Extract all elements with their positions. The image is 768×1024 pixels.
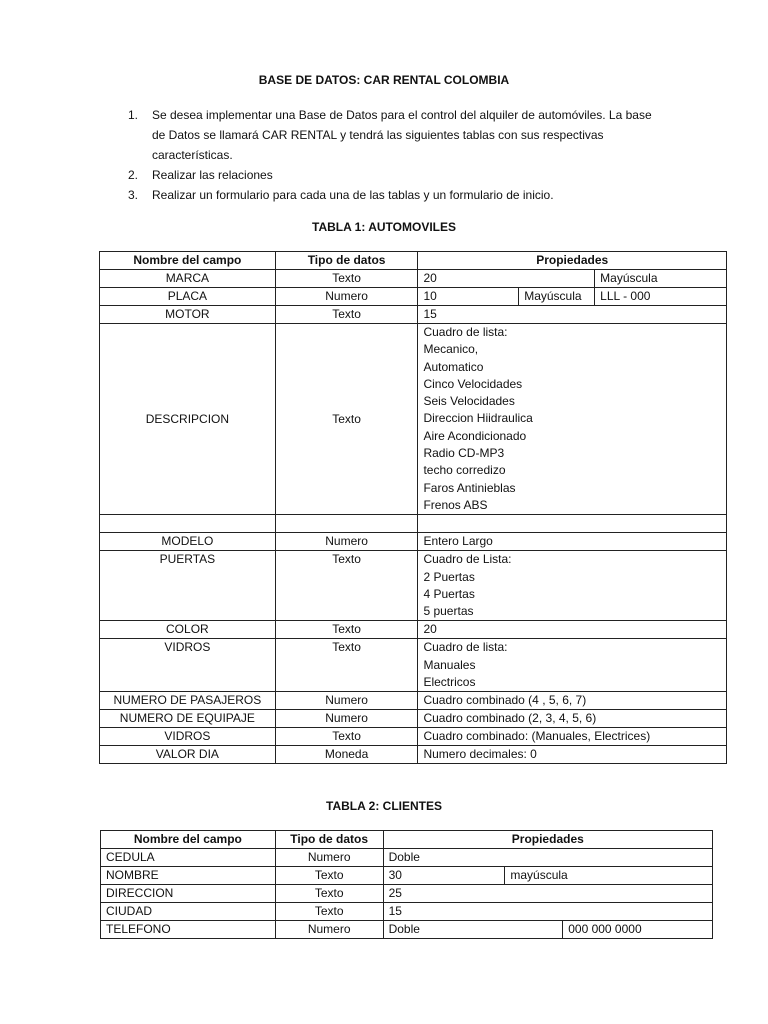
table-row-empty bbox=[100, 515, 727, 533]
list-number: 1. bbox=[128, 108, 139, 122]
list-option: Aire Acondicionado bbox=[423, 428, 527, 443]
property-size: Entero Largo bbox=[418, 533, 727, 551]
field-name: VIDROS bbox=[100, 728, 276, 746]
list-option: Cuadro de Lista: bbox=[423, 552, 512, 567]
data-type bbox=[275, 515, 418, 533]
property-size: Numero decimales: 0 bbox=[418, 746, 727, 764]
list-option: 5 puertas bbox=[423, 604, 474, 619]
list-option: Manuales bbox=[423, 657, 476, 672]
table-header-row bbox=[101, 831, 713, 849]
table-row bbox=[100, 270, 727, 288]
field-name: TELEFONO bbox=[101, 921, 276, 939]
requirement-text: Realizar un formulario para cada una de las tablas y un formulario de inicio. bbox=[152, 188, 554, 202]
table2-caption: TABLA 2: CLIENTES bbox=[326, 799, 442, 813]
property-size: 25 bbox=[383, 885, 712, 903]
data-type: Texto bbox=[275, 885, 383, 903]
list-option: Cuadro de lista: bbox=[423, 640, 508, 655]
property-list bbox=[418, 324, 727, 515]
property-size: 20 bbox=[418, 621, 727, 639]
table-row bbox=[101, 867, 713, 885]
table-row bbox=[100, 692, 727, 710]
header-properties: Propiedades bbox=[383, 831, 712, 849]
list-option: Automatico bbox=[423, 359, 484, 374]
document-title: BASE DE DATOS: CAR RENTAL COLOMBIA bbox=[258, 73, 510, 87]
list-option: Direccion Hiidraulica bbox=[423, 411, 533, 426]
table-row bbox=[101, 921, 713, 939]
header-properties: Propiedades bbox=[418, 252, 727, 270]
requirement-item bbox=[128, 105, 668, 165]
data-type: Numero bbox=[275, 692, 418, 710]
data-type: Numero bbox=[275, 288, 418, 306]
list-option: techo corredizo bbox=[423, 463, 506, 478]
data-type: Texto bbox=[275, 867, 383, 885]
data-type: Texto bbox=[275, 728, 418, 746]
field-name: VALOR DIA bbox=[100, 746, 276, 764]
field-name: VIDROS bbox=[100, 639, 276, 692]
field-name: COLOR bbox=[100, 621, 276, 639]
requirement-item bbox=[128, 185, 668, 205]
table-row bbox=[100, 728, 727, 746]
list-option: Radio CD-MP3 bbox=[423, 446, 505, 461]
field-name: MARCA bbox=[100, 270, 276, 288]
list-number: 3. bbox=[128, 188, 139, 202]
data-type: Numero bbox=[275, 921, 383, 939]
header-field-name: Nombre del campo bbox=[100, 252, 276, 270]
table-row bbox=[100, 746, 727, 764]
list-option: Cinco Velocidades bbox=[423, 376, 523, 391]
data-type: Numero bbox=[275, 533, 418, 551]
field-name: PUERTAS bbox=[100, 551, 276, 621]
property-size: 20 bbox=[418, 270, 595, 288]
property-list bbox=[418, 639, 727, 692]
table-row bbox=[100, 621, 727, 639]
list-option: 2 Puertas bbox=[423, 569, 475, 584]
list-option: Electricos bbox=[423, 675, 476, 690]
data-type: Texto bbox=[275, 306, 418, 324]
property-list bbox=[418, 551, 727, 621]
property-mask: LLL - 000 bbox=[595, 288, 727, 306]
list-option: Faros Antinieblas bbox=[423, 480, 516, 495]
list-option: Cuadro de lista: bbox=[423, 325, 508, 339]
list-option: Seis Velocidades bbox=[423, 394, 515, 409]
list-option: Mecanico, bbox=[423, 342, 479, 357]
list-number: 2. bbox=[128, 168, 139, 182]
table1-caption: TABLA 1: AUTOMOVILES bbox=[312, 220, 456, 234]
data-type: Texto bbox=[275, 639, 418, 692]
property-size: 15 bbox=[418, 306, 727, 324]
data-type: Texto bbox=[275, 324, 418, 515]
data-type: Texto bbox=[275, 621, 418, 639]
field-name: MOTOR bbox=[100, 306, 276, 324]
table-row bbox=[100, 324, 727, 515]
field-name: CIUDAD bbox=[101, 903, 276, 921]
table-row bbox=[100, 533, 727, 551]
header-field-name: Nombre del campo bbox=[101, 831, 276, 849]
table-row bbox=[101, 903, 713, 921]
property-size: Cuadro combinado (2, 3, 4, 5, 6) bbox=[418, 710, 727, 728]
data-type: Texto bbox=[275, 903, 383, 921]
property-size: 15 bbox=[383, 903, 712, 921]
table-row bbox=[101, 849, 713, 867]
property-size bbox=[418, 515, 727, 533]
requirement-text: Realizar las relaciones bbox=[152, 168, 273, 182]
property-format: mayúscula bbox=[505, 867, 713, 885]
table-row bbox=[100, 551, 727, 621]
field-name: NOMBRE bbox=[101, 867, 276, 885]
data-type: Moneda bbox=[275, 746, 418, 764]
property-size: Doble bbox=[383, 921, 563, 939]
data-type: Numero bbox=[275, 710, 418, 728]
table-row bbox=[100, 639, 727, 692]
property-size: 30 bbox=[383, 867, 505, 885]
data-type: Texto bbox=[275, 551, 418, 621]
header-data-type: Tipo de datos bbox=[275, 831, 383, 849]
field-name: PLACA bbox=[100, 288, 276, 306]
automoviles-table bbox=[99, 251, 727, 764]
table-row bbox=[100, 288, 727, 306]
field-name: NUMERO DE EQUIPAJE bbox=[100, 710, 276, 728]
list-option: Frenos ABS bbox=[423, 497, 488, 512]
field-name: DESCRIPCION bbox=[100, 324, 276, 515]
field-name: DIRECCION bbox=[101, 885, 276, 903]
data-type: Texto bbox=[275, 270, 418, 288]
header-data-type: Tipo de datos bbox=[275, 252, 418, 270]
property-mask: 000 000 0000 bbox=[563, 921, 713, 939]
property-size: Cuadro combinado (4 , 5, 6, 7) bbox=[418, 692, 727, 710]
requirement-item bbox=[128, 165, 668, 185]
list-option: 4 Puertas bbox=[423, 586, 475, 601]
clientes-table bbox=[100, 830, 713, 939]
property-format: Mayúscula bbox=[519, 288, 595, 306]
table-row bbox=[100, 710, 727, 728]
data-type: Numero bbox=[275, 849, 383, 867]
property-format: Mayúscula bbox=[595, 270, 727, 288]
field-name: NUMERO DE PASAJEROS bbox=[100, 692, 276, 710]
property-size: Doble bbox=[383, 849, 712, 867]
property-size: Cuadro combinado: (Manuales, Electrices) bbox=[418, 728, 727, 746]
table-header-row bbox=[100, 252, 727, 270]
field-name: MODELO bbox=[100, 533, 276, 551]
requirement-text: Se desea implementar una Base de Datos para el control del alquiler de automóviles. La base de Datos se llamará CAR RENTAL y tendrá las siguientes tablas con sus respectivas características. bbox=[152, 108, 652, 162]
table-row bbox=[101, 885, 713, 903]
field-name bbox=[100, 515, 276, 533]
field-name: CEDULA bbox=[101, 849, 276, 867]
requirements-list bbox=[128, 105, 668, 205]
table-row bbox=[100, 306, 727, 324]
property-size: 10 bbox=[418, 288, 519, 306]
